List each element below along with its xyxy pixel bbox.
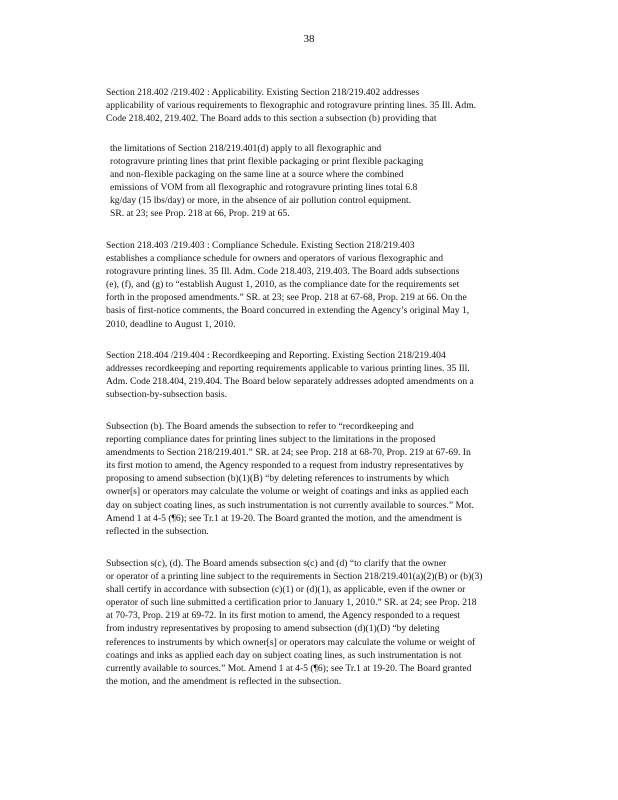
paragraph-line: proposing to amend subsection (b)(1)(B) “by deleting references to instruments by which: [106, 473, 449, 485]
paragraph-line: Code 218.402, 219.402. The Board adds to this section a subsection (b) providing that: [106, 113, 437, 125]
paragraph-line: applicability of various requirements to flexographic and rotogravure printing lines. 35 Ill. Adm.: [106, 100, 477, 112]
paragraph-subsections-c-d: [106, 557, 536, 688]
paragraph-line: day on subject coating lines, as such instrumentation is not currently available to sources.” Mot.: [106, 499, 474, 511]
paragraph-line: the motion, and the amendment is reflected in the subsection.: [106, 675, 342, 687]
paragraph-line: currently available to sources.” Mot. Amend 1 at 4-5 (¶6); see Tr.1 at 19-20. The Board granted: [106, 662, 472, 674]
paragraph-line: and non-flexible packaging on the same line at a source where the combined: [110, 169, 404, 181]
paragraph-line: shall certify in accordance with subsection (c)(1) or (d)(1), as applicable, even if the owner or: [106, 584, 466, 596]
paragraph-line: SR. at 23; see Prop. 218 at 66, Prop. 219 at 65.: [110, 208, 290, 220]
paragraph-section-402: [106, 86, 536, 125]
paragraph-line: Subsection (b). The Board amends the subsection to refer to “recordkeeping and: [106, 421, 414, 432]
paragraph-line: reporting compliance dates for printing lines subject to the limitations in the proposed: [106, 434, 436, 446]
paragraph-line: amendments to Section 218/219.401.” SR. at 24; see Prop. 218 at 68-70, Prop. 219 at 67-69. In: [106, 447, 471, 459]
paragraph-line: coatings and inks as applied each day on subject coating lines, as such instrumentation is not: [106, 649, 462, 661]
paragraph-line: or operator of a printing line subject to the requirements in Section 218/219.401(a)(2)(B) or (b)(3): [106, 571, 483, 583]
paragraph-line: addresses recordkeeping and reporting requirements applicable to various printing lines. 35 Ill.: [106, 363, 470, 375]
paragraph-line: rotogravure printing lines. 35 Ill. Adm. Code 218.403, 219.403. The Board adds subsections: [106, 266, 460, 278]
paragraph-line: Adm. Code 218.404, 219.404. The Board below separately addresses adopted amendments on a: [106, 376, 474, 388]
paragraph-subsection-b: [106, 420, 536, 538]
paragraph-line: Section 218.403 /219.403 : Compliance Schedule. Existing Section 218/219.403: [106, 240, 415, 251]
paragraph-line: Section 218.402 /219.402 : Applicability. Existing Section 218/219.402 addresses: [106, 87, 420, 98]
paragraph-line: establishes a compliance schedule for owners and operators of various flexographic and: [106, 253, 443, 265]
paragraph-line: references to instruments by which owner[s] or operators may calculate the volume or weight of: [106, 636, 476, 648]
paragraph-line: the limitations of Section 218/219.401(d) apply to all flexographic and: [110, 143, 382, 154]
paragraph-line: its first motion to amend, the Agency responded to a request from industry representatives by: [106, 460, 464, 472]
paragraph-section-404: [106, 349, 536, 401]
paragraph-line: owner[s] or operators may calculate the volume or weight of coatings and inks as applied each: [106, 486, 469, 498]
paragraph-line: forth in the proposed amendments.” SR. at 23; see Prop. 218 at 67-68, Prop. 219 at 66. On the: [106, 292, 467, 304]
paragraph-line: basis of first-notice comments, the Board concurred in extending the Agency’s original May 1,: [106, 305, 470, 317]
paragraph-line: (e), (f), and (g) to “establish August 1, 2010, as the compliance date for the requirements set: [106, 279, 460, 291]
paragraph-line: Subsection s(c), (d). The Board amends subsection s(c) and (d) “to clarify that the owner: [106, 558, 447, 569]
paragraph-line: kg/day (15 lbs/day) or more, in the absence of air pollution control equipment.: [110, 195, 412, 207]
paragraph-line: at 70-73, Prop. 219 at 69-72. In its first motion to amend, the Agency responded to a request: [106, 610, 461, 622]
paragraph-line: reflected in the subsection.: [106, 525, 209, 537]
paragraph-line: emissions of VOM from all flexographic and rotogravure printing lines total 6.8: [110, 182, 418, 194]
page-number: 38: [303, 33, 315, 45]
paragraph-line: operator of such line submitted a certification prior to January 1, 2010.” SR. at 24; see Prop. 218: [106, 597, 477, 609]
paragraph-line: Amend 1 at 4-5 (¶6); see Tr.1 at 19-20. The Board granted the motion, and the amendment is: [106, 512, 462, 524]
paragraph-line: rotogravure printing lines that print flexible packaging or print flexible packaging: [110, 156, 424, 168]
paragraph-line: subsection-by-subsection basis.: [106, 389, 227, 401]
paragraph-section-402-quote: [110, 142, 465, 221]
paragraph-line: 2010, deadline to August 1, 2010.: [106, 318, 236, 330]
paragraph-line: from industry representatives by proposing to amend subsection (d)(1)(D) “by deleting: [106, 623, 440, 635]
paragraph-section-403: [106, 239, 536, 331]
paragraph-line: Section 218.404 /219.404 : Recordkeeping and Reporting. Existing Section 218/219.404: [106, 350, 446, 361]
